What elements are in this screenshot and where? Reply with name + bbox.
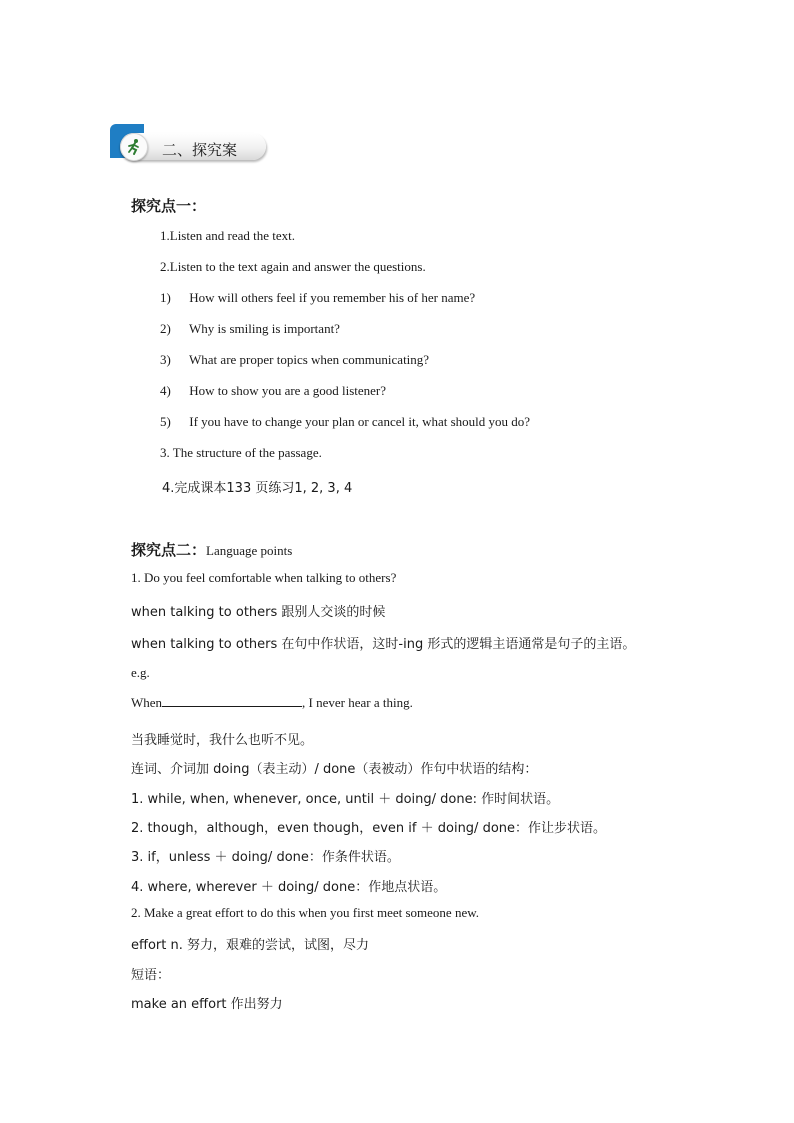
task-3: 3. The structure of the passage. [160, 445, 322, 460]
fill-in-blank[interactable] [162, 695, 302, 707]
section2-heading-suffix: Language points [206, 543, 293, 558]
text-line: e.g. [131, 665, 150, 680]
text-line: when talking to others 在句中作状语，这时-ing 形式的逻辑主语通常是句子的主语。 [131, 637, 636, 652]
banner-title: 二、探究案 [162, 141, 238, 159]
task-4: 4.完成课本133 页练习1, 2, 3, 4 [162, 481, 353, 496]
question-item [160, 321, 340, 337]
text-line: 当我睡觉时，我什么也听不见。 [131, 733, 314, 748]
text-line: 连词、介词加 doing（表主动）/ done（表被动）作句中状语的结构： [131, 762, 538, 777]
task-2: 2.Listen to the text again and answer the questions. [160, 259, 426, 274]
section1-heading: 探究点一： [131, 197, 207, 215]
text-line: 2. Make a great effort to do this when you first meet someone new. [131, 905, 480, 920]
question-number: 1) [160, 290, 171, 305]
example-start: When [131, 695, 163, 710]
question-number: 2) [160, 321, 171, 336]
text-line: 3. if，unless ＋ doing/ done：作条件状语。 [131, 850, 400, 865]
section2-heading [131, 539, 292, 560]
question-text: What are proper topics when communicating? [189, 352, 430, 367]
text-line: 短语： [131, 968, 171, 983]
question-item [160, 383, 386, 399]
text-line: 1. Do you feel comfortable when talking to others? [131, 570, 397, 585]
text-line: make an effort 作出努力 [131, 997, 283, 1012]
task-1: 1.Listen and read the text. [160, 228, 296, 243]
example-sentence [131, 695, 413, 711]
running-figure-icon [120, 133, 148, 161]
question-item [160, 414, 530, 430]
question-item [160, 352, 429, 368]
section-banner [108, 124, 264, 168]
question-text: If you have to change your plan or cancel it, what should you do? [189, 414, 531, 429]
question-text: How to show you are a good listener? [189, 383, 387, 398]
question-item [160, 290, 475, 306]
question-text: How will others feel if you remember his of her name? [189, 290, 476, 305]
question-text: Why is smiling is important? [189, 321, 340, 336]
text-line: effort n. 努力，艰难的尝试，试图，尽力 [131, 938, 369, 953]
question-number: 5) [160, 414, 171, 429]
text-line: when talking to others 跟别人交谈的时候 [131, 605, 386, 620]
text-line: 2. though，although，even though，even if ＋ doing/ done：作让步状语。 [131, 821, 607, 836]
example-end: , I never hear a thing. [302, 695, 413, 710]
question-number: 4) [160, 383, 171, 398]
question-number: 3) [160, 352, 171, 367]
text-line: 4. where, wherever ＋ doing/ done：作地点状语。 [131, 880, 447, 895]
text-line: 1. while, when, whenever, once, until ＋ doing/ done: 作时间状语。 [131, 792, 560, 807]
section2-heading-label: 探究点二： [131, 541, 207, 559]
